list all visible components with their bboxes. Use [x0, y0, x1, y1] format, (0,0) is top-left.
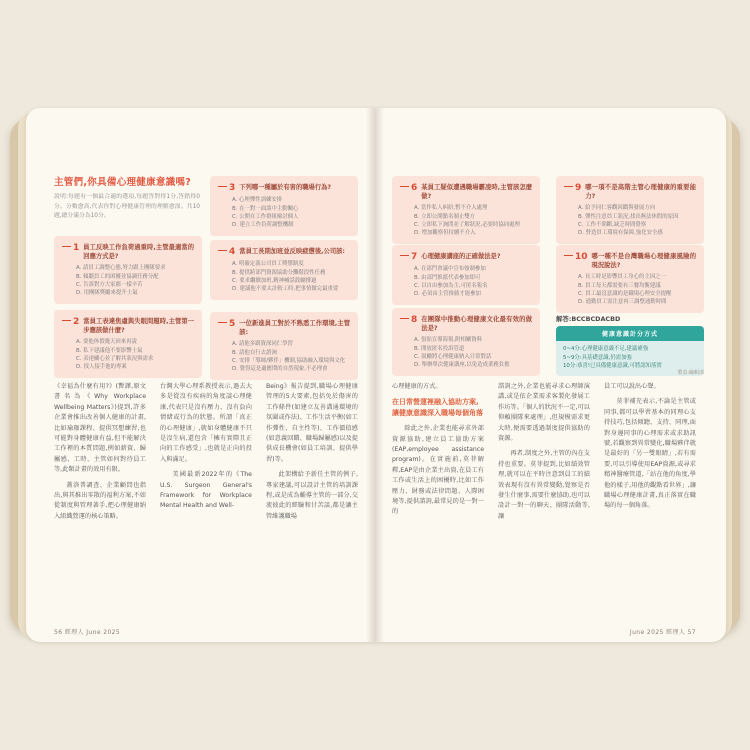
question-text: 當員工長期加班並反映疲憊後,公司該: — [239, 248, 345, 255]
question-option: D. 營造員工環境有保障,強化安全感 — [578, 230, 663, 237]
quiz-card-6 — [392, 176, 540, 244]
question-number: 8 — [400, 315, 417, 325]
question-option: B. 由部門推派代表參加即可 — [414, 274, 481, 281]
question-option: A. 給予同仁客觀回饋與發展方向 — [578, 205, 656, 212]
page-footer-right: June 2025 經理人 57 — [629, 629, 696, 636]
article-column-right-1 — [392, 382, 484, 606]
paragraph: 莫菲補充表示,不論是主管或同事,都可以學習基本的同理心支持技巧,包括傾聽、支持、同理,面對身邊同事的心理需求或求助訊號,若觀察到異常變化,職場夥伴就是最好的「另一雙眼睛」,若有需要,可以引導使用EAP資源,或尋求精神醫療管道,「站在他的角度,學他的樣子,用他的觀點看世界」,讓職場心理健康計畫,真正落實在職場的每一個角落。 — [604, 398, 696, 510]
article-column-left-3 — [266, 382, 358, 606]
question-option: D. 通勤員工需注意再三調整通勤時間 — [578, 299, 667, 306]
question-option: D. 必須由主管推薦才能參加 — [414, 291, 481, 298]
paragraph: 諮詢之外,企業也能尋求心理師演講,或是依企業需求客製化發展工作坊等。「個人的狀況不一定,可以仰賴團隊來處理」,但規模需求更大時,便需要透過制度提供協助的資源。 — [498, 383, 590, 443]
question-option: B. 傾聽員工的困擾並協調任務分配 — [76, 273, 159, 280]
question-option: C. 表達關心並了解其狀況與需求 — [76, 356, 154, 362]
question-number: 3 — [218, 183, 235, 193]
quiz-card-3 — [210, 176, 358, 236]
quiz-card-8 — [392, 308, 540, 376]
quiz-answer-key: 解答:BCCBCDACBD — [556, 315, 621, 323]
question-text: 下列哪一種屬於有害的職場行為? — [239, 184, 332, 191]
question-option: A. 心理彈性訓練安排 — [232, 197, 283, 204]
question-number: 6 — [400, 183, 417, 193]
quiz-card-2 — [54, 310, 202, 378]
score-line: 0~4分:心理健康意識不足,建議補強 — [563, 346, 648, 352]
question-option: A. 在部門會議中宣布強制參加 — [414, 266, 486, 273]
article-column-right-2 — [498, 382, 590, 606]
question-option: C. 公開在工作群組檢討個人 — [232, 214, 299, 221]
quiz-card-4 — [210, 240, 358, 300]
quiz-title: 主管們,你具備心理健康意識嗎? — [54, 177, 192, 188]
question-option: C. 立即私下詢問並了解狀況,必要時協同處理 — [414, 222, 520, 228]
question-text: 心理健康講座的正確做法是? — [421, 253, 501, 260]
paragraph: 此架構給予新任主管的例子,專家建議,可以設計主管的培訓課程,或是成為輔導主管的一部分,交流彼此的經驗和甘苦談,都是讓主管維護職場 — [266, 471, 358, 520]
question-number: 10 — [564, 252, 588, 262]
question-option: B. 員工每天都需要有三餐均衡建議 — [578, 282, 661, 289]
quiz-card-9 — [556, 176, 704, 244]
quiz-card-1 — [54, 236, 202, 304]
question-text: 當員工表達焦慮與失眠問題時,主管第一步應該做什麼? — [83, 318, 194, 335]
question-option: B. 在一對一面談中主動關心 — [232, 205, 299, 212]
question-text: 哪一項不是高階主管心理健康的重要能力? — [585, 184, 696, 201]
paragraph: 《幸福為什麼有用?》(暫譯,原文書名為《Why Workplace Wellbeing Matters》)提到,許多企業會推出改善個人健康的計畫,比如瑜珈課程、提供冥想練習,也可能對身體健康有益,但不能解決工作裡的本質問題,例如薪資、歸屬感、工時、主管如何對待員工等,此類計畫的效用有限。 — [54, 383, 146, 474]
paragraph: Being》報告提到,職場心理健康管理的5大要素,包括免於傷害的工作條件(如建立友善溝通環境的氛圍或作法)、工作生活平衡(如工作彈性、自主性等)、工作價值感(如意義回饋、職場歸屬感)以及提供成長機會(如員工培訓、提供學習)等。 — [266, 383, 358, 463]
question-option: D. 覺得這是適應期的自然現象,不必理會 — [232, 366, 328, 373]
question-option: A. 要他休假幾天回來再說 — [76, 339, 137, 346]
article-column-left-2 — [160, 382, 252, 606]
question-option: A. 請員工調整心態,努力跟上團隊要求 — [76, 265, 166, 272]
paragraph: 再者,制度之外,主管的內在支持也重要。莫菲提到,比如績效管理,就可以在平時注意到員工的績效表現有沒有異常變動,覺察是否發生什麼事,需要什麼協助,也可以設計一對一的聊天、團隊活動等,讓 — [498, 450, 590, 520]
question-option: C. 告訴對方大家都一樣辛苦 — [76, 282, 143, 288]
question-option: B. 開放匿名投訴管道 — [414, 345, 465, 352]
quiz-description: 說明:每題有一個最合適的選項,每題答對得1分,答錯得0分。分數愈高,代表你對心理健康管理的理解愈深。共10題,總分滿分為10分。 — [54, 194, 200, 220]
question-option: D. 建議他不要太計較工時,把事情做完最重要 — [232, 286, 339, 293]
question-text: 一位新進員工對於不熟悉工作環境,主管該: — [239, 320, 350, 337]
question-number: 5 — [218, 319, 235, 329]
question-option: A. 當作私人糾紛,暫不介入處理 — [414, 205, 488, 212]
question-option: C. 工作不間斷,缺乏時間覺察 — [578, 222, 647, 228]
paragraph: 除此之外,企業也能尋求外部資源協助,建立員工協助方案(EAP,employee assistance program)。在實施前,莫菲解釋,EAP是由企業主出資,在員工有工作或生活上的困擾時,比如工作壓力、財務或法律問題、人際困境等,提供諮詢,最常見的是一對一的 — [392, 425, 484, 516]
article-column-left-1 — [54, 382, 146, 606]
quiz-card-10 — [556, 245, 704, 313]
question-option: C. 以自由參加為主,可匿名報名 — [414, 283, 488, 290]
question-option: D. 舉辦單次健康講座,以免造成業務負擔 — [414, 362, 510, 369]
page-footer-left: 56 經理人 June 2025 — [54, 629, 121, 636]
question-number: 7 — [400, 252, 417, 262]
question-option: C. 要求繼續加班,精神喊話鼓勵撐過 — [232, 278, 317, 285]
quiz-card-5 — [210, 312, 358, 380]
question-option: D. 增加觀察但持續不介入 — [414, 230, 476, 237]
question-text: 哪一種不是台灣職場心理健康風險的現況說法? — [591, 253, 696, 270]
paragraph: 蓋洛普調查、企業顧問也指出,與其推出零散的福利方案,不如從制度與管理著手,把心理健康納入組織營運的核心策略。 — [54, 481, 146, 520]
score-box-title: 健康意識計分方式 — [556, 326, 704, 341]
question-option: C. 安排「導師/夥伴」機制,協助融入環境與文化 — [232, 358, 346, 364]
table-credit: 製表:編輯部 — [677, 370, 704, 376]
question-option: C. 員工最沒意識的是職場心理安全提醒 — [578, 291, 672, 297]
question-option: B. 私下建議他不要影響士氣 — [76, 347, 143, 354]
question-option: A. 明確定義公司員工獎懲制度 — [232, 261, 304, 268]
question-text: 員工反映工作負荷過重時,主管最適當的回應方式是? — [83, 244, 194, 261]
question-option: A. 請他多跟資深同仁學習 — [232, 341, 293, 348]
question-option: B. 立即公開點名制止雙方 — [414, 213, 476, 220]
question-number: 4 — [218, 247, 235, 257]
quiz-card-7 — [392, 245, 540, 305]
question-option: B. 提供跨部門資源協助分攤階段性任務 — [232, 269, 326, 276]
question-option: D. 找人接手他的專案 — [76, 364, 127, 371]
question-number: 1 — [62, 243, 79, 253]
question-option: A. 張貼宣導海報,附相關資料 — [414, 337, 483, 344]
paragraph: 台灣大學心理系教授表示,過去大多是從沒有疾病的角度談心理健康,代表只是沒有壓力、沒有負向情緒或行為的狀態。所謂「真正的心理健康」,就如身體健康不只是沒生病,還包含「擁有實際且正向的工作感受」,也就是正向的投入與滿足。 — [160, 383, 252, 463]
paragraph: 美國最新2022年的《The U.S. Surgeon General's Framework for Workplace Mental Health and Well- — [160, 471, 252, 510]
score-line: 5~9分:具基礎意識,仍需加強 — [563, 354, 632, 361]
center-fold — [366, 108, 384, 642]
question-option: D. 用團隊獎勵來提升士氣 — [76, 290, 138, 297]
paragraph: 員工可以說出心聲。 — [604, 383, 660, 390]
question-option: C. 鼓勵將心理健康納入日常對話 — [414, 354, 492, 360]
question-number: 2 — [62, 317, 79, 327]
score-line: 10分:恭喜!已具備健康意識,可將認知落實 — [563, 363, 662, 370]
question-option: B. 彈性注意員工狀況,找出無法休假的原因 — [578, 213, 679, 220]
question-number: 9 — [564, 183, 581, 193]
question-option: B. 請他自行去諮詢 — [232, 349, 277, 356]
question-text: 在團隊中推動心理健康文化最有效的做法是? — [421, 316, 532, 333]
question-option: D. 建立工作負荷調整機制 — [232, 222, 294, 229]
article-column-right-3 — [604, 382, 696, 606]
section-heading: 在日常營運裡融入協助方案,讓健康意識深入職場每個角落 — [392, 398, 483, 418]
question-option: A. 長工時是影響員工身心的主因之一 — [578, 274, 666, 281]
paragraph: 心理健康的方式。 — [392, 383, 442, 390]
question-text: 某員工疑似遭遇職場霸凌時,主管該怎麼做? — [421, 184, 532, 201]
